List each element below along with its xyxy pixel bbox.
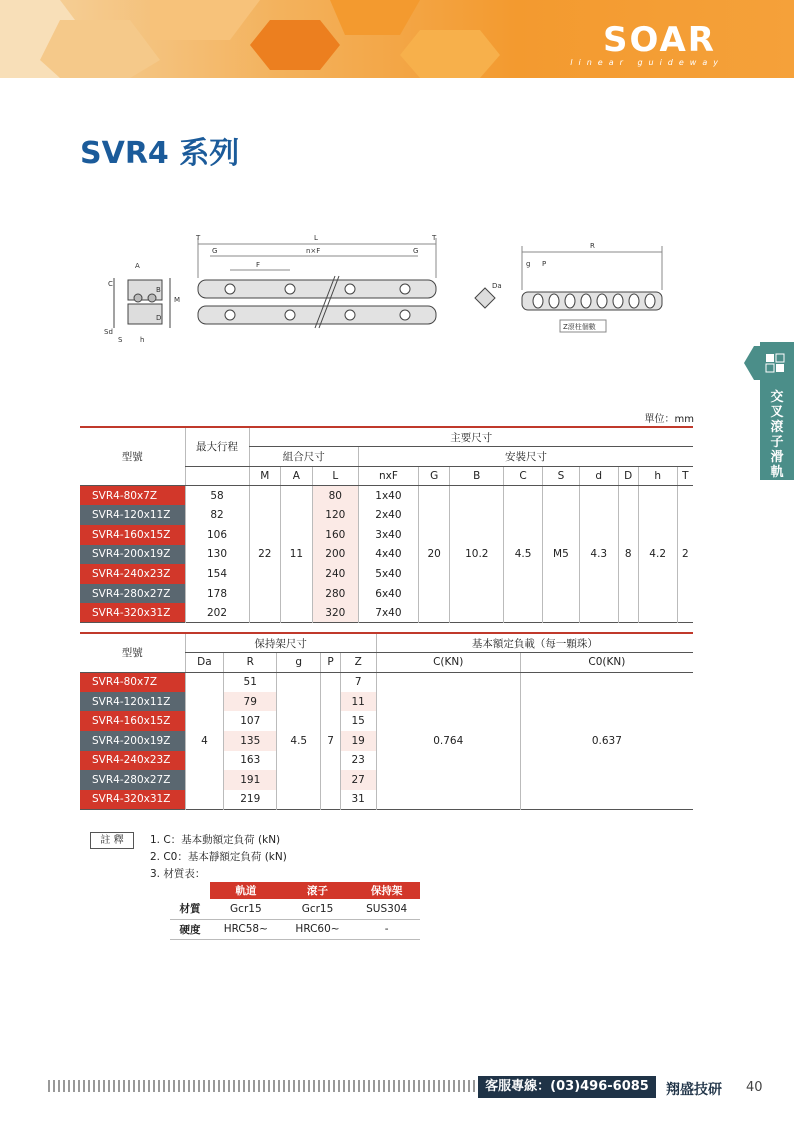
brand-logo: SOAR xyxy=(603,20,716,60)
col-h: h xyxy=(638,466,677,486)
stroke-cell: 154 xyxy=(185,564,249,584)
note-item: 3. 材質表： xyxy=(150,868,206,880)
L-cell: 240 xyxy=(312,564,358,584)
Z-cell: 31 xyxy=(340,790,376,810)
header-load: 基本額定負載（每一顆珠） xyxy=(376,633,693,653)
model-cell: SVR4-280x27Z xyxy=(80,770,185,790)
header-blank xyxy=(185,466,249,486)
model-cell: SVR4-160x15Z xyxy=(80,711,185,731)
notes-list xyxy=(150,832,450,883)
stroke-cell: 82 xyxy=(185,505,249,525)
side-profile-labels xyxy=(104,262,180,344)
Z-cell: 19 xyxy=(340,731,376,751)
model-cell: SVR4-240x23Z xyxy=(80,751,185,771)
mat-header-rail: 軌道 xyxy=(210,882,282,899)
header-model: 型號 xyxy=(80,633,185,672)
col-D: D xyxy=(618,466,638,486)
R-cell: 79 xyxy=(224,692,277,712)
service-hotline: 客服專線：(03)496-6085 xyxy=(478,1076,656,1098)
cage-load-table xyxy=(80,632,693,810)
col-R: R xyxy=(224,653,277,673)
Z-cell: 23 xyxy=(340,751,376,771)
L-cell: 160 xyxy=(312,525,358,545)
model-cell: SVR4-80x7Z xyxy=(80,672,185,692)
mat-cell: SUS304 xyxy=(353,899,420,919)
shared-d: 4.3 xyxy=(579,486,618,623)
technical-drawing xyxy=(100,228,680,362)
R-cell: 191 xyxy=(224,770,277,790)
shared-h: 4.2 xyxy=(638,486,677,623)
note-item: 1. C：基本動額定負荷 (kN) xyxy=(150,834,281,846)
col-T: T xyxy=(677,466,693,486)
table-row xyxy=(170,919,420,939)
shared-Da: 4 xyxy=(185,672,224,809)
svg-text:G: G xyxy=(212,247,218,255)
col-G: G xyxy=(418,466,450,486)
side-tab-label: 交叉滾子滑軌 xyxy=(770,390,784,480)
mat-header-roller: 滾子 xyxy=(282,882,354,899)
svg-text:M: M xyxy=(174,296,181,304)
Z-cell: 11 xyxy=(340,692,376,712)
L-cell: 200 xyxy=(312,545,358,565)
stroke-cell: 58 xyxy=(185,486,249,506)
col-g: g xyxy=(277,653,321,673)
shared-M: 22 xyxy=(249,486,281,623)
nxF-cell: 1x40 xyxy=(358,486,418,506)
shared-T: 2 xyxy=(677,486,693,623)
svg-text:L: L xyxy=(314,234,318,242)
Z-cell: 27 xyxy=(340,770,376,790)
svg-text:C: C xyxy=(108,280,113,288)
R-cell: 219 xyxy=(224,790,277,810)
nxF-cell: 3x40 xyxy=(358,525,418,545)
material-table xyxy=(170,882,420,940)
col-Da: Da xyxy=(185,653,224,673)
svg-text:Sd: Sd xyxy=(104,328,113,336)
model-cell: SVR4-320x31Z xyxy=(80,790,185,810)
svg-text:F: F xyxy=(256,261,261,269)
svg-text:B: B xyxy=(156,286,161,294)
col-C0-kn: C0(KN) xyxy=(520,653,693,673)
page-number: 40 xyxy=(746,1080,763,1095)
R-cell: 107 xyxy=(224,711,277,731)
shared-A: 11 xyxy=(281,486,313,623)
unit-label: 單位：mm xyxy=(644,414,694,425)
col-M: M xyxy=(249,466,281,486)
mat-cell: HRC60~ xyxy=(282,919,354,939)
svg-text:D: D xyxy=(156,314,162,322)
shared-S: M5 xyxy=(543,486,580,623)
svg-text:S: S xyxy=(118,336,123,344)
nxF-cell: 2x40 xyxy=(358,505,418,525)
header-model: 型號 xyxy=(80,427,185,486)
R-cell: 163 xyxy=(224,751,277,771)
model-cell: SVR4-80x7Z xyxy=(80,486,185,506)
nxF-cell: 7x40 xyxy=(358,603,418,623)
model-cell: SVR4-200x19Z xyxy=(80,731,185,751)
header-assembly: 組合尺寸 xyxy=(249,447,358,467)
brand-tagline: linear guideway xyxy=(570,58,724,67)
col-L: L xyxy=(312,466,358,486)
header-banner xyxy=(0,0,794,78)
model-cell: SVR4-200x19Z xyxy=(80,545,185,565)
nxF-cell: 6x40 xyxy=(358,584,418,604)
svg-text:g: g xyxy=(526,260,531,268)
svg-text:T: T xyxy=(196,234,201,242)
nxF-cell: 5x40 xyxy=(358,564,418,584)
model-cell: SVR4-320x31Z xyxy=(80,603,185,623)
main-dimension-table xyxy=(80,426,693,623)
svg-text:A: A xyxy=(135,262,140,270)
category-logo-icon xyxy=(744,346,794,380)
shared-g: 4.5 xyxy=(277,672,321,809)
mat-row-label: 材質 xyxy=(170,899,210,919)
R-cell: 51 xyxy=(224,672,277,692)
shared-C: 0.764 xyxy=(376,672,520,809)
model-cell: SVR4-120x11Z xyxy=(80,505,185,525)
mat-cell: Gcr15 xyxy=(282,899,354,919)
table-row xyxy=(170,899,420,919)
nxF-cell: 4x40 xyxy=(358,545,418,565)
stroke-cell: 106 xyxy=(185,525,249,545)
svg-text:T: T xyxy=(432,234,437,242)
mat-cell: HRC58~ xyxy=(210,919,282,939)
model-cell: SVR4-120x11Z xyxy=(80,692,185,712)
Z-cell: 7 xyxy=(340,672,376,692)
col-S: S xyxy=(543,466,580,486)
header-max-stroke: 最大行程 xyxy=(185,427,249,466)
svg-text:G: G xyxy=(413,247,419,255)
col-C-kn: C(KN) xyxy=(376,653,520,673)
header-install: 安裝尺寸 xyxy=(358,447,693,467)
col-A: A xyxy=(281,466,313,486)
svg-text:Z滾柱個數: Z滾柱個數 xyxy=(563,323,596,331)
side-profile xyxy=(114,278,170,328)
mat-row-label: 硬度 xyxy=(170,919,210,939)
side-tab-category[interactable] xyxy=(760,342,794,480)
stroke-cell: 202 xyxy=(185,603,249,623)
roller-labels xyxy=(492,242,596,331)
L-cell: 320 xyxy=(312,603,358,623)
model-cell: SVR4-160x15Z xyxy=(80,525,185,545)
svg-text:n×F: n×F xyxy=(306,247,321,255)
L-cell: 120 xyxy=(312,505,358,525)
L-cell: 80 xyxy=(312,486,358,506)
page-title: SVR4 系列 xyxy=(80,136,240,171)
table-row xyxy=(80,486,693,506)
roller-detail xyxy=(475,246,662,332)
col-B: B xyxy=(450,466,504,486)
shared-P: 7 xyxy=(321,672,340,809)
shared-C: 4.5 xyxy=(504,486,543,623)
svg-text:h: h xyxy=(140,336,145,344)
stroke-cell: 178 xyxy=(185,584,249,604)
Z-cell: 15 xyxy=(340,711,376,731)
model-cell: SVR4-280x27Z xyxy=(80,584,185,604)
mat-header-cage: 保持架 xyxy=(353,882,420,899)
mat-header-blank xyxy=(170,882,210,899)
note-item: 2. C0：基本靜額定負荷 (kN) xyxy=(150,851,287,863)
shared-G: 20 xyxy=(418,486,450,623)
R-cell: 135 xyxy=(224,731,277,751)
L-cell: 280 xyxy=(312,584,358,604)
rail-labels xyxy=(195,234,437,269)
col-C: C xyxy=(504,466,543,486)
shared-B: 10.2 xyxy=(450,486,504,623)
col-Z: Z xyxy=(340,653,376,673)
svg-text:R: R xyxy=(590,242,595,250)
svg-text:Da: Da xyxy=(492,282,502,290)
stroke-cell: 130 xyxy=(185,545,249,565)
notes-badge: 註 釋 xyxy=(90,832,134,849)
col-d: d xyxy=(579,466,618,486)
company-name: 翔盛技研 xyxy=(666,1082,722,1098)
header-main-dims: 主要尺寸 xyxy=(249,427,693,447)
rail-drawing-svg xyxy=(100,228,680,358)
footer-divider xyxy=(48,1080,478,1092)
shared-D: 8 xyxy=(618,486,638,623)
model-cell: SVR4-240x23Z xyxy=(80,564,185,584)
svg-text:P: P xyxy=(542,260,547,268)
mat-cell: Gcr15 xyxy=(210,899,282,919)
col-P: P xyxy=(321,653,340,673)
mat-cell: - xyxy=(353,919,420,939)
header-cage: 保持架尺寸 xyxy=(185,633,376,653)
table-row xyxy=(80,672,693,692)
shared-C0: 0.637 xyxy=(520,672,693,809)
col-nxF: nxF xyxy=(358,466,418,486)
